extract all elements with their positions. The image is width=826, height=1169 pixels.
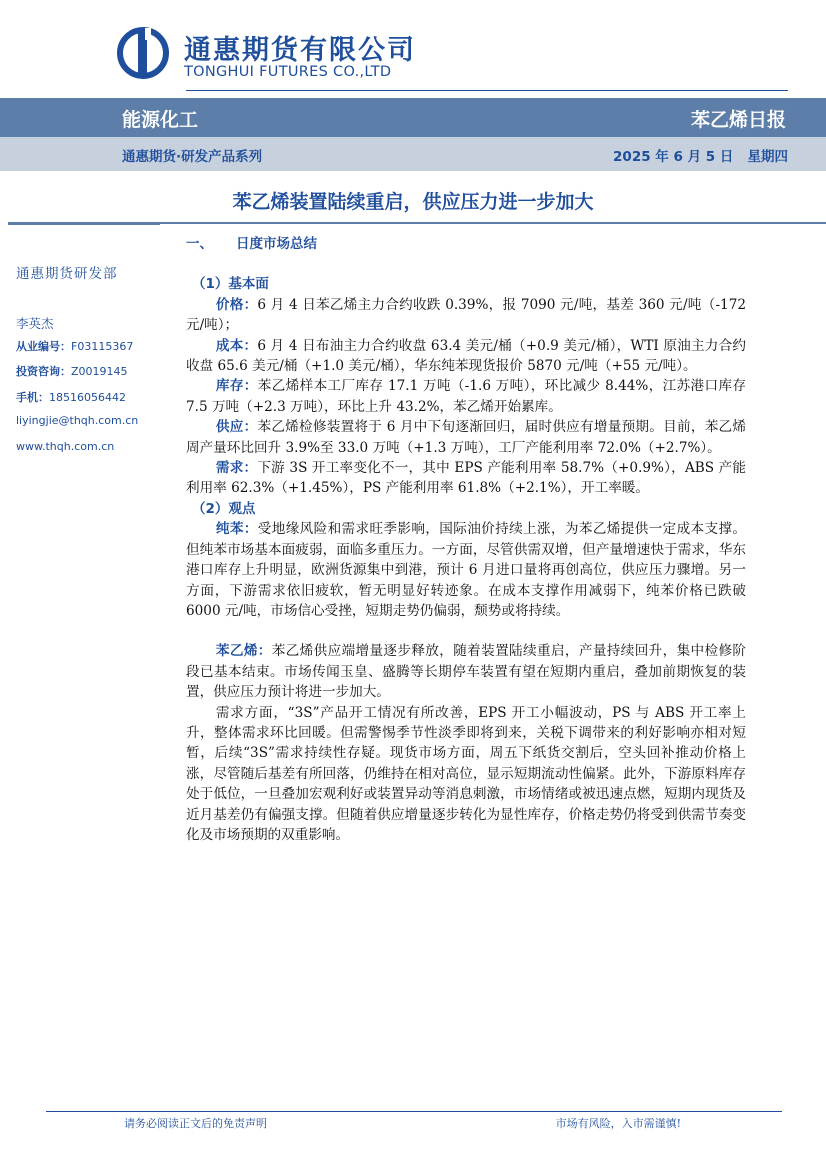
fundamentals-cost: [186, 336, 746, 377]
benzene-text: 受地缘风险和需求旺季影响，国际油价持续上涨，为苯乙烯提供一定成本支撑。但纯苯市场基本面疲弱，面临多重压力。一方面，尽管供需双增，但产量增速快于需求，华东港口库存上升明显，欧洲货源集中到港，预计 6 月进口量将再创高位，供应压力骤增。另一方面，下游需求依旧疲软，暂无明显好转迹象。在成本支撑作用减弱下，纯苯价格已跌破 6000 元/吨，市场信心受挫，短期走势仍偏弱，颓势或将持续。: [186, 521, 747, 619]
sector-label: 能源化工: [122, 109, 199, 131]
page-title: 苯乙烯装置陆续重启，供应压力进一步加大: [232, 191, 594, 213]
view-styrene: [186, 641, 746, 702]
supply-label: 供应：: [215, 419, 258, 436]
series-label: 通惠期货·研发产品系列: [122, 149, 263, 165]
footer-risk-note: 市场有风险，入市需谨慎!: [555, 1117, 681, 1130]
sidebar-license-key: 从业编号：: [16, 340, 71, 353]
view-benzene: [186, 519, 746, 621]
price-label: 价格：: [215, 296, 258, 313]
sidebar-analyst: 李英杰: [16, 316, 54, 331]
sidebar-email[interactable]: liyingjie@thqh.com.cn: [16, 414, 139, 427]
demand-text: 下游 3S 开工率变化不一，其中 EPS 产能利用率 58.7%（+0.9%），ABS 产能利用率 62.3%（+1.45%），PS 产能利用率 61.8%（+2.1%），开工率暖。: [186, 460, 747, 497]
sidebar-phone-value: 18516056442: [49, 391, 126, 404]
report-body: [186, 234, 746, 845]
inventory-text: 苯乙烯样本工厂库存 17.1 万吨（-1.6 万吨），环比减少 8.44%，江苏港口库存 7.5 万吨（+2.3 万吨），环比上升 43.2%，苯乙烯开始累库。: [186, 378, 746, 415]
supply-text: 苯乙烯检修装置将于 6 月中下旬逐渐回归，届时供应有增量预期。目前，苯乙烯周产量环比回升 3.9%至 33.0 万吨（+1.3 万吨），工厂产能利用率 72.0%（+2.7%）。: [186, 419, 746, 456]
report-type: 苯乙烯日报: [690, 109, 786, 131]
sidebar-consulting: [16, 363, 128, 379]
report-date-text: 2025 年 6 月 5 日 星期四: [613, 149, 788, 165]
fundamentals-supply: [186, 417, 746, 458]
styrene-text: 苯乙烯供应端增量逐步释放，随着装置陆续重启，产量持续回升，集中检修阶段已基本结束。市场传闻玉皇、盛腾等长期停车装置有望在短期内重启，叠加前期恢复的装置，供应压力预计将进一步加大。: [186, 643, 747, 701]
sidebar-license-value: F03115367: [71, 340, 134, 353]
fundamentals-inventory: [186, 376, 746, 417]
section-title: 日度市场总结: [236, 236, 317, 252]
cost-text: 6 月 4 日布油主力合约收盘 63.4 美元/桶（+0.9 美元/桶），WTI 原油主力合约收盘 65.6 美元/桶（+1.0 美元/桶），华东纯苯现货报价 5870 元/吨（+55 元/吨）。: [186, 337, 746, 375]
sidebar-department: 通惠期货研发部: [16, 266, 118, 282]
price-text: 6 月 4 日苯乙烯主力合约收跌 0.39%，报 7090 元/吨，基差 360 元/吨（-172 元/吨）；: [186, 296, 746, 334]
inventory-label: 库存：: [215, 378, 258, 395]
company-name-cn: 通惠期货有限公司: [184, 35, 416, 66]
sidebar-consulting-value: Z0019145: [71, 365, 128, 378]
sidebar-divider: [8, 224, 160, 225]
sidebar-license: [16, 338, 133, 354]
section-number: 一、: [186, 236, 213, 252]
styrene-label: 苯乙烯：: [215, 643, 272, 660]
report-date: [613, 145, 788, 165]
fundamentals-demand: [186, 458, 746, 499]
company-name-en: TONGHUI FUTURES CO.,LTD: [184, 64, 392, 80]
sidebar-phone: [16, 389, 126, 405]
sidebar-consulting-key: 投资咨询：: [16, 365, 71, 378]
header-divider: [186, 90, 788, 91]
tonghui-logo-icon: [116, 26, 170, 80]
footer-disclaimer: 请务必阅读正文后的免责声明: [124, 1117, 267, 1130]
views-heading: （2）观点: [192, 500, 256, 517]
view-demand: 需求方面，“3S”产品开工情况有所改善，EPS 开工小幅波动，PS 与 ABS 开工率上升，整体需求环比回暖。但需警惕季节性淡季即将到来，关税下调带来的利好影响亦相对短暂，后续“3S”需求持续性存疑。现货市场方面，周五下纸货交割后，空头回补推动价格上涨，尽管随后基差有所回落，仍维持在相对高位，显示短期流动性偏紧。此外，下游原料库存处于低位，一旦叠加宏观利好或装置异动等消息刺激，市场情绪或被迅速点燃，短期内现货及近月基差仍有偏强支撑。但随着供应增量逐步转化为显性库存，价格走势仍将受到供需节奏变化及市场预期的双重影响。: [186, 704, 746, 843]
sidebar-website[interactable]: www.thqh.com.cn: [16, 440, 115, 453]
fundamentals-heading: （1）基本面: [192, 276, 269, 293]
fundamentals-price: [186, 295, 746, 336]
section-heading: [186, 234, 746, 254]
demand-label: 需求：: [215, 460, 258, 477]
cost-label: 成本：: [215, 337, 258, 354]
footer-divider: [46, 1111, 782, 1112]
sidebar-phone-key: 手机：: [16, 391, 49, 404]
benzene-label: 纯苯：: [215, 521, 258, 538]
